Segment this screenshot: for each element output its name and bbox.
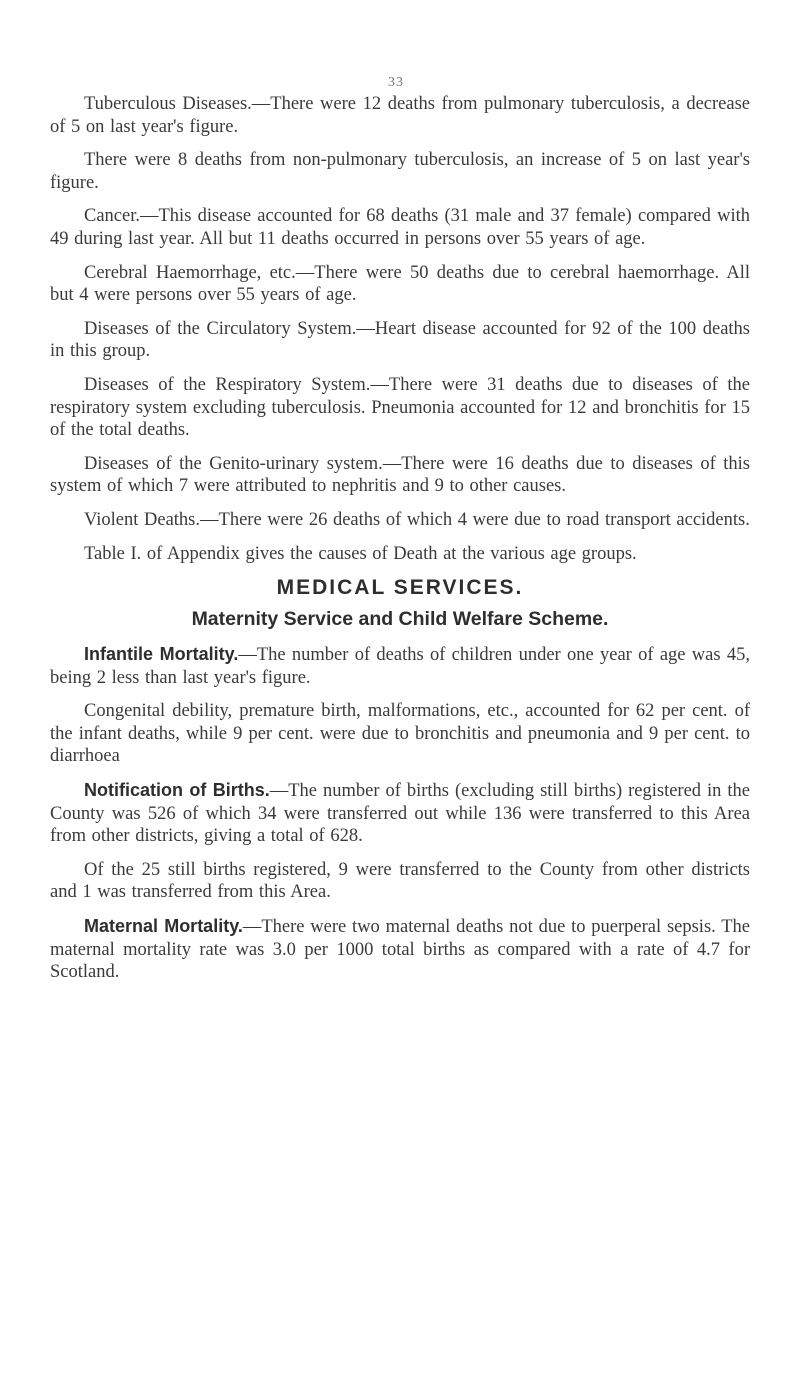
paragraph-tuberculous-diseases — [50, 93, 750, 138]
paragraph-lead: Diseases of the Respiratory System. — [84, 374, 371, 395]
paragraph-text: —There were 31 deaths due to diseases of the respiratory system excluding tuberculosis. Pneumonia accounted for 12 and bronchitis for 15 of the total deaths. — [50, 374, 750, 441]
document-body — [50, 93, 750, 995]
paragraph-text: Congenital debility, premature birth, malformations, etc., accounted for 62 per cent. of the infant deaths, while 9 per cent. were due to bronchitis and pneumonia and 9 per cent. to diarrhoea — [50, 701, 750, 767]
paragraph-lead: Diseases of the Circulatory System. — [84, 318, 357, 339]
paragraph-text: —There were 16 deaths due to diseases of this system of which 7 were attributed to nephritis and 9 to other causes. — [50, 453, 750, 497]
paragraph-cerebral-haemorrhage — [50, 262, 750, 307]
paragraph-text: —There were 12 deaths from pulmonary tuberculosis, a decrease of 5 on last year's figure. — [50, 94, 750, 137]
paragraph-lead: Cerebral Haemorrhage, etc. — [84, 262, 296, 283]
paragraph-lead: Infantile Mortality. — [84, 644, 239, 665]
paragraph-text: —This disease accounted for 68 deaths (31 male and 37 female) compared with 49 during last year. All but 11 deaths occurred in persons over 55 years of age. — [50, 206, 750, 249]
paragraph-text: —There were 50 deaths due to cerebral haemorrhage. All but 4 were persons over 55 years of age. — [50, 262, 751, 306]
paragraph-text: —The number of births (excluding still births) registered in the County was 526 of which 34 were transferred out while 136 were transferred to this Area from other districts, giving a total of 628. — [50, 781, 750, 847]
paragraph-circulatory-system — [50, 318, 750, 363]
paragraph-text: —There were two maternal deaths not due to puerperal sepsis. The maternal mortality rate was 3.0 per 1000 total births as compared with a rate of 4.7 for Scotland. — [50, 917, 750, 983]
paragraph-lead: Cancer. — [84, 206, 140, 227]
paragraph-notification-of-births — [50, 779, 750, 848]
paragraph-cancer — [50, 205, 750, 250]
paragraph-text: Of the 25 still births registered, 9 were transferred to the County from other districts and 1 was transferred from this Area. — [50, 859, 750, 903]
paragraph-violent-deaths — [50, 509, 750, 532]
paragraph-non-pulmonary — [50, 149, 750, 194]
paragraph-genito-urinary — [50, 453, 750, 498]
paragraph-lead: Notification of Births. — [84, 780, 270, 801]
paragraph-lead: Violent Deaths. — [84, 509, 201, 530]
paragraph-lead: Maternal Mortality. — [84, 916, 243, 937]
paragraph-infantile-mortality — [50, 643, 750, 689]
paragraph-text: Table I. of Appendix gives the causes of Death at the various age groups. — [84, 543, 637, 564]
paragraph-appendix-reference — [50, 543, 750, 566]
paragraph-congenital-debility — [50, 700, 750, 768]
paragraph-respiratory-system — [50, 374, 750, 442]
paragraph-text: —There were 26 deaths of which 4 were due to road transport accidents. — [200, 509, 750, 530]
paragraph-maternal-mortality — [50, 915, 750, 984]
paragraph-still-births — [50, 859, 750, 904]
paragraph-text: —The number of deaths of children under one year of age was 45, being 2 less than last year's figure. — [50, 645, 750, 688]
paragraph-text: There were 8 deaths from non-pulmonary tuberculosis, an increase of 5 on last year's figure. — [50, 150, 750, 193]
subsection-heading: Maternity Service and Child Welfare Scheme. — [191, 608, 609, 631]
page-number: 33 — [388, 75, 404, 90]
paragraph-text: —Heart disease accounted for 92 of the 100 deaths in this group. — [50, 318, 750, 362]
section-heading: MEDICAL SERVICES. — [276, 576, 524, 600]
paragraph-lead: Tuberculous Diseases. — [84, 94, 252, 114]
paragraph-lead: Diseases of the Genito-urinary system. — [84, 453, 383, 474]
